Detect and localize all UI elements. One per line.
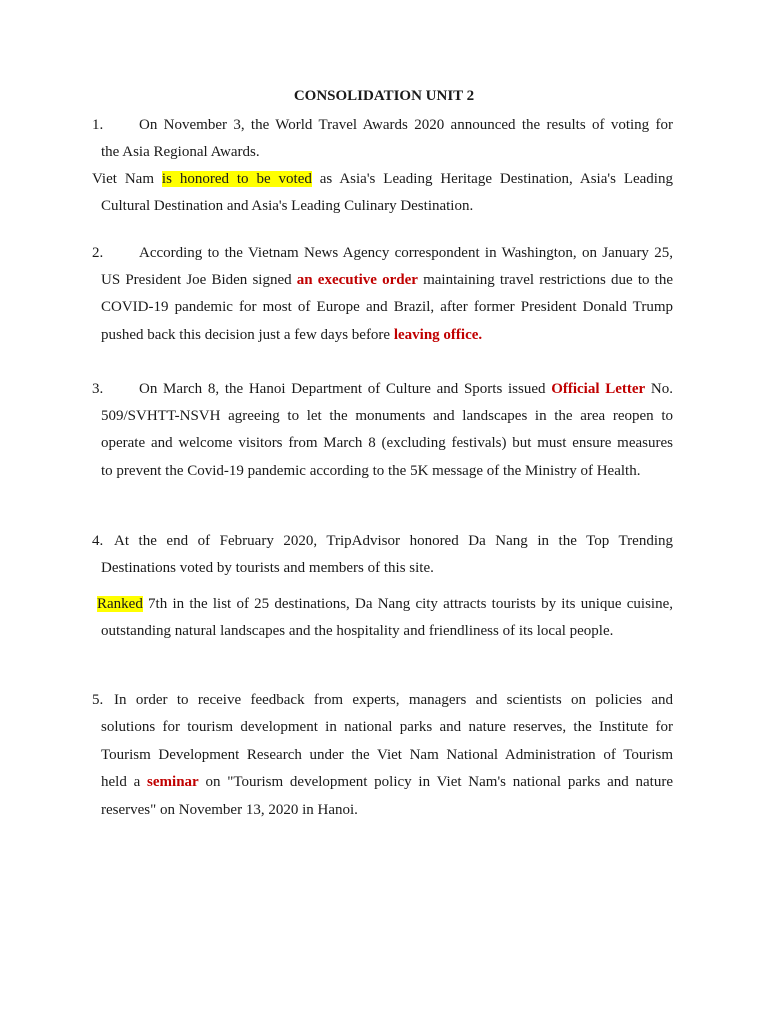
item-4-line-3-end: 7th in the list of 25 destinations, Da Nang city attracts tourists by its unique cuisine, (142, 596, 673, 612)
item-3-line-3: operate and welcome visitors from March 8 (excluding festivals) but must ensure measures (101, 435, 673, 451)
item-1-number: 1. (92, 117, 104, 133)
item-2-line-2-start: US President Joe Biden signed (101, 272, 297, 288)
item-1-line-4: Cultural Destination and Asia's Leading Culinary Destination. (101, 198, 474, 214)
item-3-number: 3. (92, 381, 104, 397)
item-4-line-1: At the end of February 2020, TripAdvisor honored Da Nang in the Top Trending (114, 533, 673, 549)
item-2-line-4 (101, 326, 482, 344)
item-1-line-3-end: as Asia's Leading Heritage Destination, Asia's Leading (311, 171, 673, 187)
item-4-number: 4. (92, 533, 104, 549)
item-2-line-1: According to the Vietnam News Agency correspondent in Washington, on January 25, (139, 245, 673, 261)
item-5-line-3: Tourism Development Research under the Viet Nam National Administration of Tourism (101, 747, 673, 763)
item-2-red-term-1: an executive order (296, 272, 418, 288)
item-5-line-4 (101, 773, 673, 791)
item-3-line-4: to prevent the Covid-19 pandemic according to the 5K message of the Ministry of Health. (101, 463, 641, 479)
item-3-line-1-start: On March 8, the Hanoi Department of Culture and Sports issued (139, 381, 552, 397)
item-5-line-5: reserves" on November 13, 2020 in Hanoi. (101, 802, 358, 818)
item-4-line-3 (97, 595, 673, 613)
item-1-line-3-start: Viet Nam (92, 171, 162, 187)
item-1-line-2: the Asia Regional Awards. (101, 144, 260, 160)
item-2-line-3: COVID-19 pandemic for most of Europe and Brazil, after former President Donald Trump (101, 299, 673, 315)
item-5-line-2: solutions for tourism development in national parks and nature reserves, the Institute for (101, 719, 673, 735)
item-3-red-term: Official Letter (551, 381, 646, 397)
item-5-number: 5. (92, 692, 104, 708)
item-5-line-1: In order to receive feedback from experts, managers and scientists on policies and (114, 692, 673, 708)
item-3-line-1 (139, 380, 673, 398)
item-2-red-term-2: leaving office. (393, 327, 483, 343)
item-1-line-1: On November 3, the World Travel Awards 2020 announced the results of voting for (139, 117, 673, 133)
item-4-line-4: outstanding natural landscapes and the hospitality and friendliness of its local people. (101, 623, 614, 639)
item-4-highlight: Ranked (97, 596, 143, 612)
item-1-highlight: is honored to be voted (161, 171, 312, 187)
item-4-line-2: Destinations voted by tourists and members of this site. (101, 560, 434, 576)
item-3-line-1-end: No. (645, 381, 673, 397)
item-2-line-4-start: pushed back this decision just a few days before (101, 327, 394, 343)
item-1-line-3 (92, 170, 673, 188)
document-title: CONSOLIDATION UNIT 2 (293, 88, 475, 104)
item-2-number: 2. (92, 245, 104, 261)
item-2-line-2 (101, 271, 673, 289)
item-3-line-2: 509/SVHTT-NSVH agreeing to let the monuments and landscapes in the area reopen to (101, 408, 673, 424)
item-5-line-4-end: on "Tourism development policy in Viet Nam's national parks and nature (198, 774, 674, 790)
item-5-red-term: seminar (147, 774, 199, 790)
item-2-line-2-end: maintaining travel restrictions due to the (417, 272, 673, 288)
item-5-line-4-start: held a (101, 774, 148, 790)
